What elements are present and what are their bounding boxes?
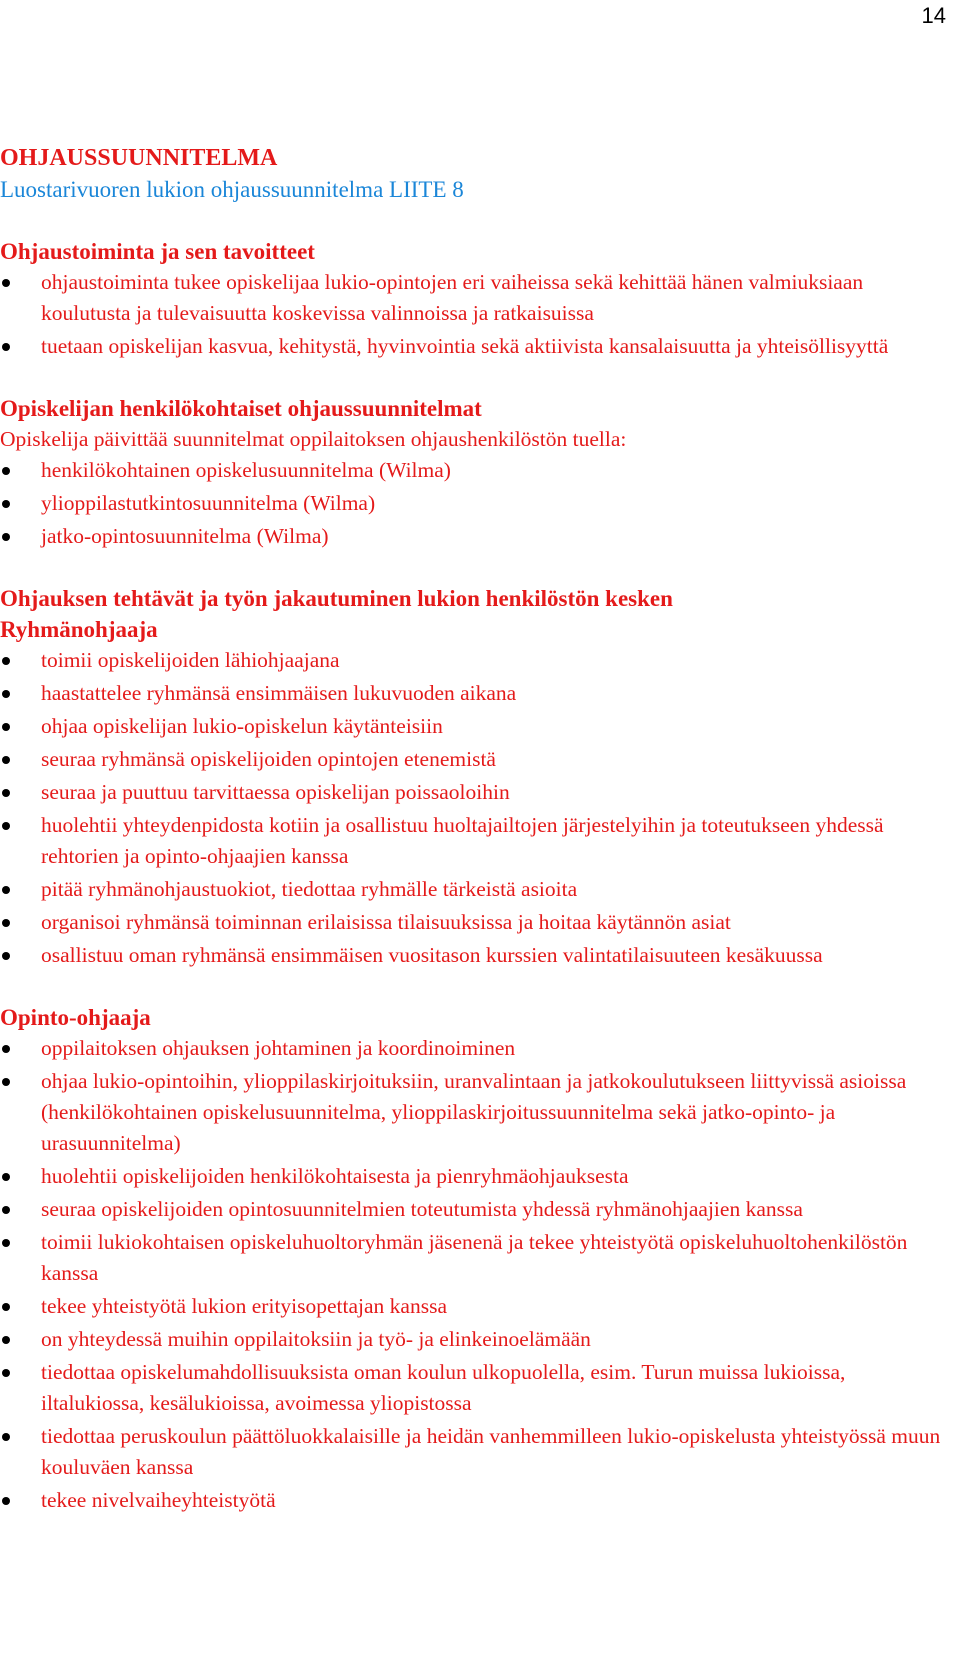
list-item: henkilökohtainen opiskelusuunnitelma (Wilma) bbox=[0, 455, 945, 486]
list-item: ohjaa opiskelijan lukio-opiskelun käytänteisiin bbox=[0, 711, 945, 742]
list-item: tiedottaa peruskoulun päättöluokkalaisille ja heidän vanhemmilleen lukio-opiskelusta yhteistyössä muun kouluväen kanssa bbox=[0, 1421, 945, 1483]
list-item: seuraa opiskelijoiden opintosuunnitelmien toteutumista yhdessä ryhmänohjaajien kanssa bbox=[0, 1194, 945, 1225]
document-body bbox=[0, 143, 945, 1547]
list-item: ylioppilastutkintosuunnitelma (Wilma) bbox=[0, 488, 945, 519]
list-item: ohjaustoiminta tukee opiskelijaa lukio-opintojen eri vaiheissa sekä kehittää hänen valmiuksiaan koulutusta ja tulevaisuutta koskevissa valinnoissa ja ratkaisuissa bbox=[0, 267, 945, 329]
list-item: huolehtii yhteydenpidosta kotiin ja osallistuu huoltajailtojen järjestelyihin ja toteutukseen yhdessä rehtorien ja opinto-ohjaajien kanssa bbox=[0, 810, 945, 872]
list-item: pitää ryhmänohjaustuokiot, tiedottaa ryhmälle tärkeistä asioita bbox=[0, 874, 945, 905]
page-number: 14 bbox=[921, 3, 946, 28]
list-item: toimii lukiokohtaisen opiskeluhuoltoryhmän jäsenenä ja tekee yhteistyötä opiskeluhuoltohenkilöstön kanssa bbox=[0, 1227, 945, 1289]
list-item: haastattelee ryhmänsä ensimmäisen lukuvuoden aikana bbox=[0, 678, 945, 709]
list-item: toimii opiskelijoiden lähiohjaajana bbox=[0, 645, 945, 676]
study-counselor-list bbox=[0, 1033, 945, 1516]
personal-plans-list bbox=[0, 455, 945, 552]
document-title: OHJAUSSUUNNITELMA bbox=[0, 145, 278, 171]
list-item: osallistuu oman ryhmänsä ensimmäisen vuositason kurssien valintatilaisuuteen kesäkuussa bbox=[0, 940, 945, 971]
list-item: seuraa ryhmänsä opiskelijoiden opintojen etenemistä bbox=[0, 744, 945, 775]
list-item: on yhteydessä muihin oppilaitoksiin ja työ- ja elinkeinoelämään bbox=[0, 1324, 945, 1355]
list-item: organisoi ryhmänsä toiminnan erilaisissa tilaisuuksissa ja hoitaa käytännön asiat bbox=[0, 907, 945, 938]
section-heading-tasks: Ohjauksen tehtävät ja työn jakautuminen lukion henkilöstön kesken bbox=[0, 586, 673, 611]
list-item: tiedottaa opiskelumahdollisuuksista oman koulun ulkopuolella, esim. Turun muissa lukioissa, iltalukiossa, kesälukioissa, avoimessa yliopistossa bbox=[0, 1357, 945, 1419]
list-item: seuraa ja puuttuu tarvittaessa opiskelijan poissaoloihin bbox=[0, 777, 945, 808]
section-intro: Opiskelija päivittää suunnitelmat oppilaitoksen ohjaushenkilöstön tuella: bbox=[0, 427, 627, 451]
subheading-group-counselor: Ryhmänohjaaja bbox=[0, 617, 158, 642]
section-heading-goals: Ohjaustoiminta ja sen tavoitteet bbox=[0, 239, 315, 264]
list-item: jatko-opintosuunnitelma (Wilma) bbox=[0, 521, 945, 552]
group-counselor-list bbox=[0, 645, 945, 971]
list-item: oppilaitoksen ohjauksen johtaminen ja koordinoiminen bbox=[0, 1033, 945, 1064]
document-subtitle: Luostarivuoren lukion ohjaussuunnitelma LIITE 8 bbox=[0, 177, 464, 202]
list-item: tuetaan opiskelijan kasvua, kehitystä, hyvinvointia sekä aktiivista kansalaisuutta ja yhteisöllisyyttä bbox=[0, 331, 945, 362]
section-heading-personal-plans: Opiskelijan henkilökohtaiset ohjaussuunnitelmat bbox=[0, 396, 482, 421]
goals-list bbox=[0, 267, 945, 362]
list-item: ohjaa lukio-opintoihin, ylioppilaskirjoituksiin, uranvalintaan ja jatkokoulutukseen liittyvissä asioissa (henkilökohtainen opiskelusuunnitelma, ylioppilaskirjoitussuunnitelma sekä jatko-opinto- ja urasuunnitelma) bbox=[0, 1066, 945, 1159]
list-item: huolehtii opiskelijoiden henkilökohtaisesta ja pienryhmäohjauksesta bbox=[0, 1161, 945, 1192]
list-item: tekee nivelvaiheyhteistyötä bbox=[0, 1485, 945, 1516]
section-heading-study-counselor: Opinto-ohjaaja bbox=[0, 1005, 151, 1030]
list-item: tekee yhteistyötä lukion erityisopettajan kanssa bbox=[0, 1291, 945, 1322]
